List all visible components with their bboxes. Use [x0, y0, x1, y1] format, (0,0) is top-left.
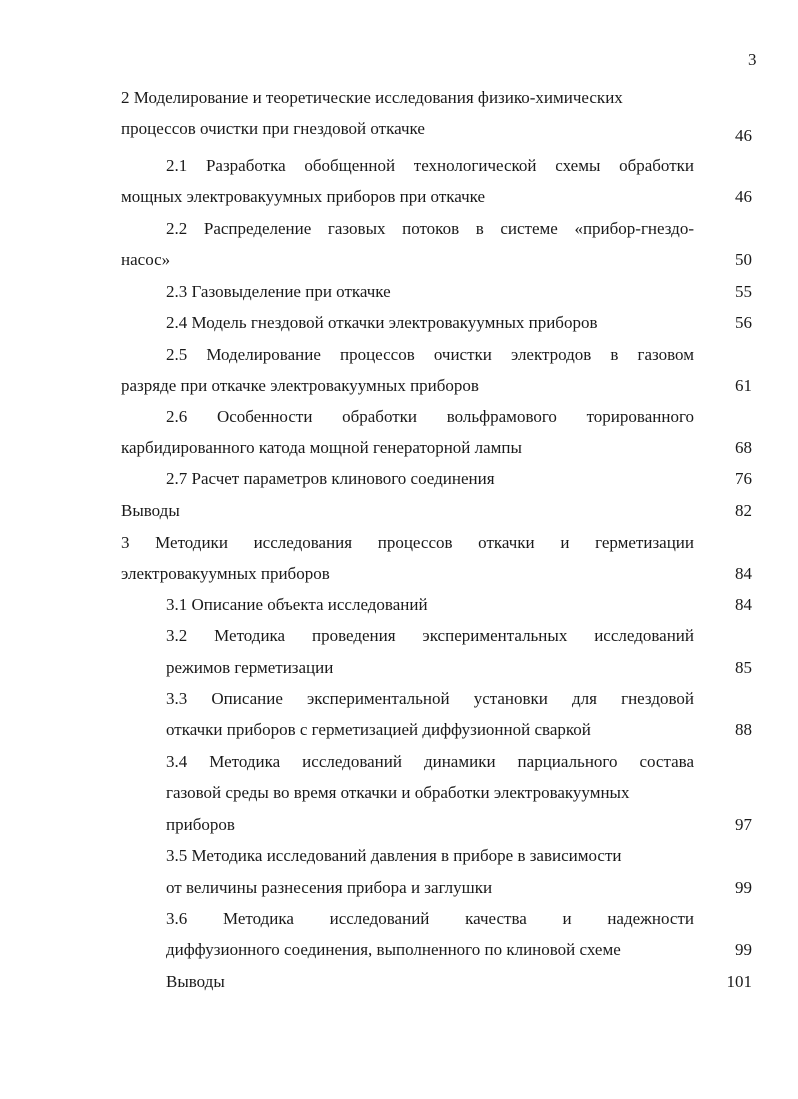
- toc-page-number: 88: [735, 720, 752, 739]
- toc-page-number: 46: [735, 187, 752, 206]
- toc-line: 3.1 Описание объекта исследований: [166, 595, 428, 614]
- toc-page-number: 50: [735, 250, 752, 269]
- toc-line: 2.1 Разработка обобщенной технологической схемы обработки: [166, 156, 694, 175]
- toc-line: диффузионного соединения, выполненного по клиновой схеме: [166, 940, 621, 959]
- toc-line: 3 Методики исследования процессов откачки и герметизации: [121, 533, 694, 552]
- toc-line: газовой среды во время откачки и обработки электровакуумных: [166, 783, 630, 802]
- toc-page-number: 55: [735, 282, 752, 301]
- toc-page-number: 84: [735, 564, 752, 583]
- toc-line: 2.7 Расчет параметров клинового соединения: [166, 469, 495, 488]
- toc-page-number: 61: [735, 376, 752, 395]
- toc-page-number: 84: [735, 595, 752, 614]
- toc-line: от величины разнесения прибора и заглушки: [166, 878, 493, 897]
- toc-line: 3.6 Методика исследований качества и надежности: [166, 909, 694, 928]
- toc-line: мощных электровакуумных приборов при откачке: [121, 187, 486, 206]
- toc-line: 2.3 Газовыделение при откачке: [166, 282, 391, 301]
- toc-line: 2.2 Распределение газовых потоков в системе «прибор-гнездо-: [166, 219, 694, 238]
- toc-line: насос»: [121, 250, 171, 269]
- toc-line: режимов герметизации: [166, 658, 334, 677]
- toc-page-number: 68: [735, 438, 752, 457]
- toc-page-number: 46: [735, 126, 752, 145]
- toc-line: карбидированного катода мощной генераторной лампы: [121, 438, 522, 457]
- toc-page-number: 56: [735, 313, 752, 332]
- toc-line: разряде при откачке электровакуумных приборов: [121, 376, 479, 395]
- toc-line: 3.3 Описание экспериментальной установки для гнездовой: [166, 689, 694, 708]
- toc-line: откачки приборов с герметизацией диффузионной сваркой: [166, 720, 591, 739]
- toc-line: электровакуумных приборов: [121, 564, 330, 583]
- toc-page-number: 101: [726, 972, 752, 991]
- toc-line: 2.6 Особенности обработки вольфрамового торированного: [166, 407, 694, 426]
- toc-line: приборов: [166, 815, 235, 834]
- toc-line: 3.5 Методика исследований давления в приборе в зависимости: [166, 846, 622, 865]
- toc-line: 2.5 Моделирование процессов очистки электродов в газовом: [166, 345, 694, 364]
- toc-line: 3.4 Методика исследований динамики парциального состава: [166, 752, 694, 771]
- toc-line: 2 Моделирование и теоретические исследования физико-химических: [121, 88, 623, 107]
- toc-line: 2.4 Модель гнездовой откачки электровакуумных приборов: [166, 313, 598, 332]
- toc-line: Выводы: [121, 501, 180, 520]
- toc-line: Выводы: [166, 972, 225, 991]
- toc-line: процессов очистки при гнездовой откачке: [121, 119, 425, 138]
- toc-page-number: 97: [735, 815, 752, 834]
- toc-page-number: 76: [735, 469, 752, 488]
- toc-page-number: 85: [735, 658, 752, 677]
- toc-page-number: 99: [735, 940, 752, 959]
- toc-page-number: 99: [735, 878, 752, 897]
- page-number: 3: [748, 50, 757, 69]
- toc-line: 3.2 Методика проведения экспериментальных исследований: [166, 626, 694, 645]
- toc-page-number: 82: [735, 501, 752, 520]
